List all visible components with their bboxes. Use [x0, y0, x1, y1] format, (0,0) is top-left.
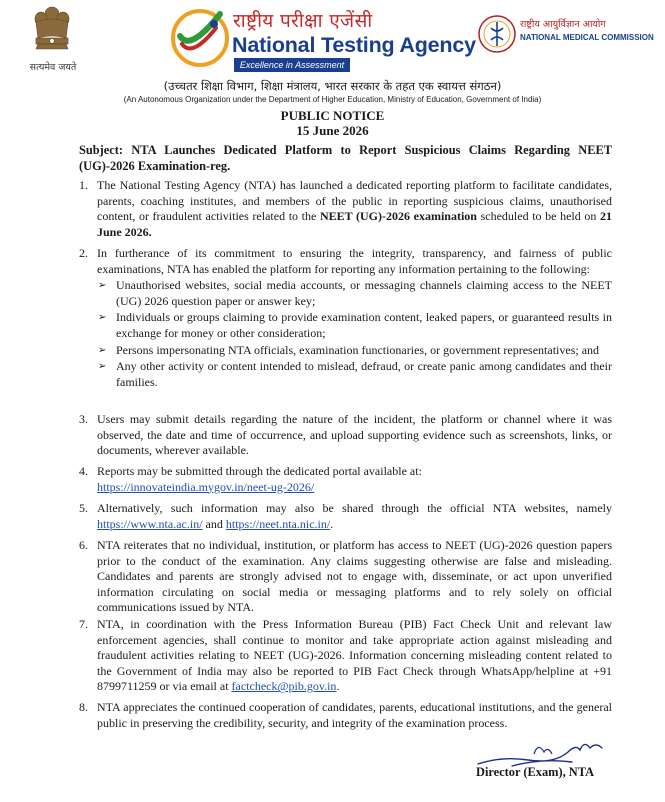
item-text: The National Testing Agency (NTA) has launched a dedicated reporting platform to facilitate candidates, parents, coaching institutes, and members of the public in reporting suspicious claims, unauthorised content, or fraudulent activities related to the NEET (UG)-2026 examination scheduled to be held on 21 June 2026. — [97, 178, 612, 239]
organization-subtitle-hindi: (उच्चतर शिक्षा विभाग, शिक्षा मंत्रालय, भारत सरकार के तहत एक स्वायत्त संगठन) — [163, 79, 502, 93]
emblem-motto: सत्यमेव जयते — [29, 62, 77, 73]
item-text: Reports may be submitted through the dedicated portal available at: https://innovateindia.mygov.in/neet-ug-2026/ — [97, 464, 422, 494]
notice-subject: Subject: NTA Launches Dedicated Platform to Report Suspicious Claims Regarding NEET (UG)-2026 Examination-reg. — [79, 143, 612, 173]
nmc-logo-icon — [477, 14, 517, 54]
nta-website-link[interactable]: https://www.nta.ac.in/ — [97, 516, 203, 531]
pib-email-link[interactable]: factcheck@pib.gov.in — [231, 679, 337, 694]
item-number: 5. — [79, 501, 88, 515]
nmc-name-english: NATIONAL MEDICAL COMMISSION — [520, 33, 654, 42]
item-number: 8. — [79, 700, 88, 714]
neet-website-link[interactable]: https://neet.nta.nic.in/ — [225, 516, 331, 531]
agency-name-hindi: राष्ट्रीय परीक्षा एजेंसी — [233, 10, 373, 32]
item-number: 2. — [79, 246, 88, 260]
nta-logo — [170, 6, 476, 72]
notice-item-5 — [79, 501, 612, 532]
notice-item-2 — [79, 246, 612, 390]
arrow-bullet-icon: ➢ — [98, 280, 107, 292]
item-text: NTA appreciates the continued cooperation of candidates, parents, educational institutions, and the general public in preserving the credibility, security, and integrity of the examination process. — [97, 700, 612, 730]
list-item: ➢ Persons impersonating NTA officials, examination functionaries, or government representatives; and — [98, 342, 600, 357]
portal-link[interactable]: https://innovateindia.mygov.in/neet-ug-2026/ — [97, 479, 315, 494]
item-text: NTA, in coordination with the Press Information Bureau (PIB) Fact Check Unit and relevant law enforcement agencies, shall continue to monitor and take appropriate action against misleading and fraudulent activities relating to NEET (UG)-2026. Information concerning misleading content related to the Government of India may also be reported to PIB Fact Check through WhatsApp/helpline at +91 8799711259 or via email at factcheck@pib.gov.in. — [97, 617, 612, 694]
organization-subtitle-english: (An Autonomous Organization under the Department of Higher Education, Ministry of Education, Government of India) — [123, 95, 542, 104]
item-text: NTA reiterates that no individual, institution, or platform has access to NEET (UG)-2026 question papers prior to the conduct of the examination. Any claims suggesting otherwise are false and misleading. Candidates and parents are strongly advised not to engage with, disseminate, or act upon unverified information circulating on social media or messaging platforms and to rely solely on official communications issued by NTA. — [97, 538, 612, 615]
item-text: Users may submit details regarding the nature of the incident, the platform or channel where it was observed, the date and time of occurrence, and upload supporting evidence such as screenshots, links, or documents, wherever available. — [97, 412, 612, 458]
item-text: In furtherance of its commitment to ensuring the integrity, transparency, and fairness of public examinations, NTA has enabled the platform for reporting any information pertaining to the following: ➢ Unauthorised websites, social media accounts, or messaging channels claiming access to the NEET (UG) 2026 question paper or answer key; ➢ Individuals or groups claiming to provide examination content, leaked papers, or guaranteed results in exchange for money or other consideration; ➢ Persons impersonating NTA officials, examination functionaries, or government representatives; and ➢ Any other activity or content intended to mislead, defraud, or create panic among candidates and their families. — [97, 246, 612, 389]
list-item: ➢ Individuals or groups claiming to provide examination content, leaked papers, or guaranteed results in exchange for money or other consideration; — [98, 310, 612, 340]
item-number: 7. — [79, 617, 88, 631]
nmc-logo — [475, 14, 654, 58]
arrow-bullet-icon: ➢ — [98, 344, 107, 356]
signatory-designation: Director (Exam), NTA — [476, 765, 595, 779]
agency-tagline: Excellence in Assessment — [234, 58, 350, 72]
nta-swoosh-logo-icon — [170, 6, 232, 68]
notice-item-3 — [79, 412, 612, 459]
arrow-bullet-icon: ➢ — [98, 312, 107, 324]
item-number: 4. — [79, 464, 88, 478]
notice-item-7 — [79, 617, 612, 695]
list-item: ➢ Unauthorised websites, social media accounts, or messaging channels claiming access to the NEET (UG) 2026 question paper or answer key; — [98, 278, 612, 308]
nmc-name-hindi: राष्ट्रीय आयुर्विज्ञान आयोग — [520, 19, 606, 30]
notice-date: 15 June 2026 — [296, 123, 369, 138]
item-number: 1. — [79, 178, 88, 192]
agency-name-english: National Testing Agency — [232, 33, 476, 57]
notice-item-8 — [79, 700, 612, 731]
notice-item-6 — [79, 538, 612, 616]
list-item: ➢ Any other activity or content intended to mislead, defraud, or create panic among candidates and their families. — [98, 359, 612, 389]
item-number: 6. — [79, 538, 88, 552]
arrow-bullet-icon: ➢ — [98, 361, 107, 373]
notice-item-4 — [79, 464, 612, 495]
notice-title: PUBLIC NOTICE — [280, 108, 385, 123]
notice-item-1 — [79, 178, 612, 240]
item-text: Alternatively, such information may also be shared through the official NTA websites, namely https://www.nta.ac.in/ and https://neet.nta.nic.in/. — [97, 501, 612, 531]
item-number: 3. — [79, 412, 88, 426]
